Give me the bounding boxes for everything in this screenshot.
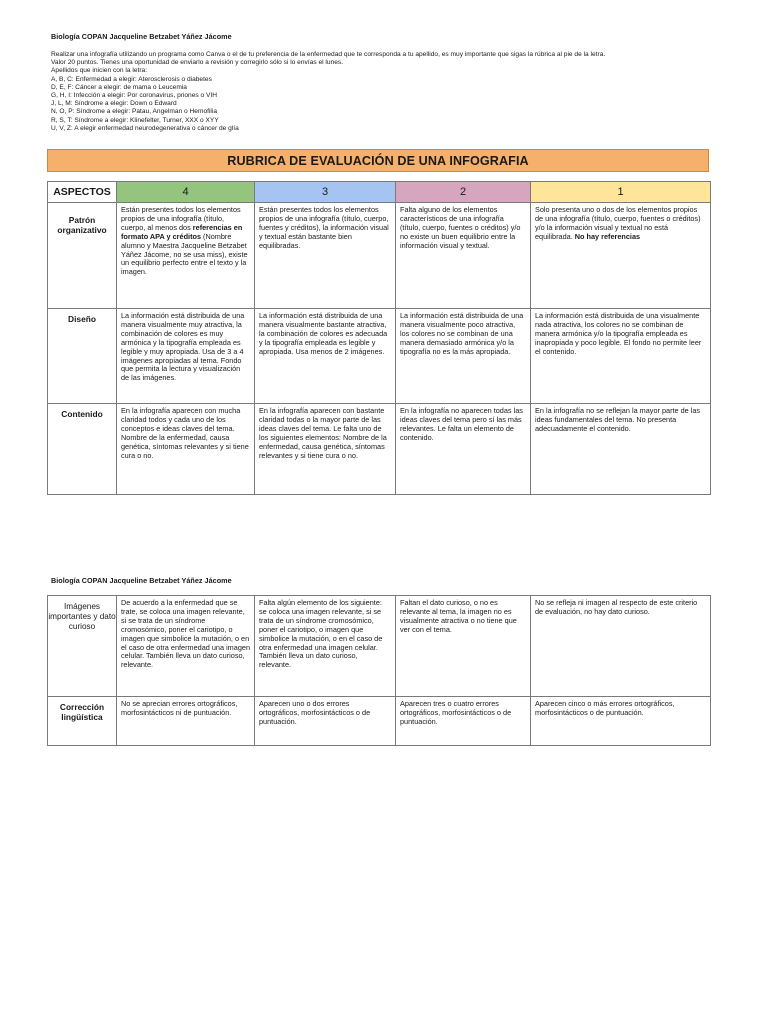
criterion-cell: No se aprecian errores ortográficos, morfosintácticos ni de puntuación.	[117, 697, 255, 746]
criterion-cell	[531, 203, 711, 309]
criterion-text: (Nombre alumno y Maestra Jacqueline Betzabet Yáñez Jácome, no se usa miss), existe un equilibrio perfecto entre el texto y la imagen.	[121, 231, 248, 277]
criterion-cell: En la infografía no se reflejan la mayor parte de las ideas fundamentales del tema. No presenta adecuadamente el contenido.	[531, 404, 711, 495]
criterion-cell: De acuerdo a la enfermedad que se trate, se coloca una imagen relevante, si se trata de un síndrome cromosómico, poner el cariotipo, o imagen que simbolice la mutación, o en el caso de otra enfermedad una imagen celular. También lleva un dato curioso, relevante.	[117, 596, 255, 697]
criterion-cell: En la infografía aparecen con mucha claridad todos y cada uno de los conceptos e ideas claves del tema. Nombre de la enfermedad, causa genética, síntomas relevantes y si tiene cura o no.	[117, 404, 255, 495]
table-row	[48, 697, 711, 746]
instruction-line: Valor 20 puntos. Tienes una oportunidad de enviarlo a revisión y corregirlo sólo si lo envías el lunes.	[51, 59, 344, 67]
criterion-cell: La información está distribuida de una manera visualmente poco atractiva, los colores no se combinan de una manera demasiado armónica y/o la tipografía no es la más apropiada.	[396, 309, 531, 404]
aspect-label: Diseño	[48, 309, 117, 404]
header-aspectos: ASPECTOS	[48, 182, 117, 203]
criterion-emphasis: No hay referencias	[574, 231, 641, 241]
instruction-line: Realizar una infografía utilizando un programa como Canva o el de tu preferencia de la enfermedad que te corresponda a tu apellido, es muy importante que sigas la rúbrica al pie de la letra.	[51, 51, 606, 58]
instruction-line: G, H, I: Infección a elegir: Por coronavirus, priones o VIH	[51, 92, 218, 100]
criterion-cell: La información está distribuida de una manera visualmente muy atractiva, la combinación de colores es muy armónica y la tipografía empleada es legible y muy apropiada. Usa de 3 a 4 imágenes apropiadas al tema. Fondo que permita la lectura y visualización de las imágenes.	[117, 309, 255, 404]
criterion-cell: Aparecen cinco o más errores ortográficos, morfosintácticos o de puntuación.	[531, 697, 711, 746]
page-header: Biología COPAN Jacqueline Betzabet Yáñez Jácome	[51, 576, 232, 585]
instruction-line: D, E, F: Cáncer a elegir: de mama o Leucemia	[51, 83, 187, 91]
criterion-cell: En la infografía no aparecen todas las ideas claves del tema pero sí las más relevantes. Le falta un elemento de contenido.	[396, 404, 531, 495]
table-row	[48, 596, 711, 697]
criterion-cell: La información está distribuida de una manera visualmente bastante atractiva, la combinación de colores es adecuada y la tipografía empleada es legible y apropiada. Usa menos de 2 imágenes.	[255, 309, 396, 404]
aspect-label: Corrección lingüística	[48, 697, 117, 746]
table-row	[48, 404, 711, 495]
criterion-cell: Aparecen tres o cuatro errores ortográficos, morfosintácticos o de puntuación.	[396, 697, 531, 746]
instructions	[51, 51, 711, 133]
criterion-cell	[117, 203, 255, 309]
criterion-text: Solo presenta uno o dos de los elementos propios de una infografía (título, cuerpo, fuentes o créditos) y/o la información visual y textual no está equilibrada.	[535, 205, 701, 241]
criterion-cell: Aparecen uno o dos errores ortográficos, morfosintácticos o de puntuación.	[255, 697, 396, 746]
criterion-cell: Falta algún elemento de los siguiente: se coloca una imagen relevante, si se trata de un síndrome cromosómico, poner el cariotipo, o imagen que simbolice la mutación, o en el caso de otra enfermedad una imagen celular. También lleva un dato curioso, relevante.	[255, 596, 396, 697]
table-row	[48, 203, 711, 309]
aspect-label: Patrón organizativo	[48, 203, 117, 309]
criterion-cell: Falta alguno de los elementos característicos de una infografía (título, cuerpo, fuentes o créditos) y/o no existe un buen equilibrio entre la información visual y textual.	[396, 203, 531, 309]
instruction-line: Apellidos que inicien con la letra:	[51, 67, 148, 75]
header-score-4: 4	[117, 182, 255, 203]
criterion-cell: Están presentes todos los elementos propios de una infografía (título, cuerpo, fuentes y créditos), la información visual y textual están bastante bien equilibradas.	[255, 203, 396, 309]
header-score-3: 3	[255, 182, 396, 203]
aspect-label: Contenido	[48, 404, 117, 495]
rubric-table	[47, 181, 711, 495]
instruction-line: N, O, P: Síndrome a elegir: Patau, Angelman o Hemofilia	[51, 108, 218, 116]
criterion-cell: En la infografía aparecen con bastante claridad todas o la mayor parte de las ideas claves del tema. Le falta uno de los siguientes elementos: Nombre de la enfermedad, causa genética, síntomas relevantes y si tiene cura o no.	[255, 404, 396, 495]
instruction-line: U, V, Z: A elegir enfermedad neurodegenerativa o cáncer de glía	[51, 124, 239, 132]
criterion-text: Están presentes todos los elementos propios de una infografía (título, cuerpo, al menos dos	[121, 205, 241, 232]
aspect-label: Imágenes importantes y dato curioso	[48, 596, 117, 697]
instruction-line: R, S, T: Síndrome a elegir: Klinefelter, Turner, XXX o XYY	[51, 116, 219, 124]
table-row	[48, 309, 711, 404]
header-score-1: 1	[531, 182, 711, 203]
criterion-cell: La información está distribuida de una visualmente nada atractiva, los colores no se combinan de manera armónica y/o la tipografía empleada es inapropiada y poco legible. El fondo no permite leer el contenido.	[531, 309, 711, 404]
criterion-emphasis: referencias en formato APA y créditos	[121, 222, 243, 241]
instruction-line: A, B, C: Enfermedad a elegir: Aterosclerosis o diabetes	[51, 75, 212, 83]
instruction-line: J, L, M: Síndrome a elegir: Down o Edward	[51, 100, 177, 108]
rubric-table-continued	[47, 595, 711, 746]
page-header: Biología COPAN Jacqueline Betzabet Yáñez Jácome	[51, 32, 232, 41]
criterion-cell: No se refleja ni imagen al respecto de este criterio de evaluación, no hay dato curioso.	[531, 596, 711, 697]
header-row	[48, 182, 711, 203]
header-score-2: 2	[396, 182, 531, 203]
criterion-cell: Faltan el dato curioso, o no es relevante al tema, la imagen no es visualmente atractiva o no tiene que ver con el tema.	[396, 596, 531, 697]
rubric-title: RUBRICA DE EVALUACIÓN DE UNA INFOGRAFIA	[47, 149, 709, 172]
